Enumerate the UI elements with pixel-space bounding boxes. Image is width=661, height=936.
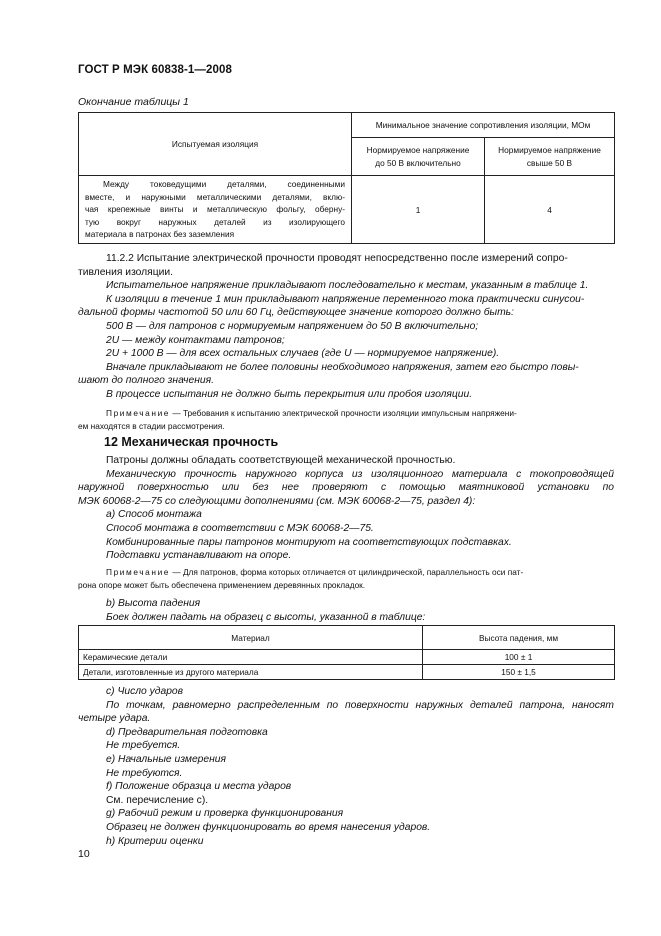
s2-line3: МЭК 60068-2—75 со следующими дополнениями (см. МЭК 60068-2—75, раздел 4): bbox=[78, 495, 476, 507]
voltage-item-2u-1000: 2U + 1000 В — для всех остальных случаев (где U — нормируемое напряжение). bbox=[106, 348, 500, 360]
item-h-title: h) Критерии оценки bbox=[106, 835, 204, 847]
item-b-title: b) Высота падения bbox=[106, 598, 201, 609]
document-header: ГОСТ Р МЭК 60838-1—2008 bbox=[78, 64, 232, 76]
note-text-line1: — Требования к испытанию электрической прочности изоляции импульсным напряжени- bbox=[170, 408, 517, 418]
p3-line1: К изоляции в течение 1 мин прикладывают напряжение переменного тока практически синусои- bbox=[106, 293, 585, 305]
s2-line1: Механическую прочность наружного корпуса из изоляционного материала с токопроводящей bbox=[106, 468, 614, 480]
item-g-title: g) Рабочий режим и проверка функционирования bbox=[106, 808, 344, 820]
cell-height: 100 ± 1 bbox=[423, 650, 615, 665]
row-line-2: вместе, и наружными металлическими деталями, вклю- bbox=[85, 191, 345, 202]
item-a-text3: Подставки устанавливают на опоре. bbox=[106, 550, 292, 562]
item-d-title: d) Предварительная подготовка bbox=[106, 726, 268, 738]
note-text-line2: рона опоре может быть обеспечена применением деревянных прокладок. bbox=[78, 580, 366, 590]
p7-line1: Вначале прикладывают не более половины необходимого напряжения, затем его быстро повы- bbox=[106, 361, 579, 373]
table-caption: Окончание таблицы 1 bbox=[78, 96, 189, 108]
drop-height-table bbox=[78, 625, 615, 680]
header-low-voltage-line1: Нормируемое напряжение bbox=[366, 144, 470, 155]
p7-line2: шают до полного значения. bbox=[78, 375, 214, 387]
cell-material: Керамические детали bbox=[79, 650, 423, 665]
insulation-resistance-table bbox=[78, 112, 615, 244]
note-text-line1: — Для патронов, форма которых отличается от цилиндрической, параллельность оси пат- bbox=[170, 567, 524, 577]
item-a-text1: Способ монтажа в соответствии с МЭК 60068-2—75. bbox=[106, 523, 374, 534]
item-b-text: Боек должен падать на образец с высоты, указанной в таблице: bbox=[106, 611, 426, 623]
note-impulse-voltage bbox=[78, 407, 614, 420]
item-c-text-line2: четыре удара. bbox=[78, 713, 151, 725]
paragraph-11-2-2 bbox=[78, 252, 614, 266]
row-line-1: Между токоведущими деталями, соединенными bbox=[103, 179, 345, 190]
note-label: Примечание bbox=[106, 567, 171, 577]
note-label: Примечание bbox=[106, 408, 171, 418]
cell-height: 150 ± 1,5 bbox=[423, 665, 615, 680]
item-c-title: c) Число ударов bbox=[106, 686, 184, 697]
row-line-5: материала в патронах без заземления bbox=[85, 229, 235, 240]
header-insulation: Испытуемая изоляция bbox=[79, 113, 352, 176]
note-text-line2: ем находятся в стадии рассмотрения. bbox=[78, 421, 225, 431]
header-height: Высота падения, мм bbox=[423, 626, 615, 650]
s2-line2: наружной поверхностью или без нее проверяют с помощью маятниковой установки по bbox=[78, 482, 614, 494]
item-f-text: См. перечисление с). bbox=[106, 794, 209, 806]
item-c-text-line1: По точкам, равномерно распределенным по поверхности наружных деталей патрона, наносят bbox=[106, 699, 614, 711]
paragraph-mechanical-strength: Патроны должны обладать соответствующей механической прочностью. bbox=[106, 455, 456, 466]
header-material: Материал bbox=[79, 626, 423, 650]
p3-line2: дальной формы частотой 50 или 60 Гц, действующее значение которого должно быть: bbox=[78, 307, 514, 319]
section-title: 12 Механическая прочность bbox=[104, 435, 279, 449]
voltage-item-500: 500 В — для патронов с нормируемым напряжением до 50 В включительно; bbox=[106, 321, 479, 332]
header-low-voltage bbox=[352, 138, 485, 176]
table-row bbox=[79, 665, 615, 680]
paragraph-no-breakdown: В процессе испытания не должно быть перекрытия или пробоя изоляции. bbox=[106, 389, 473, 400]
header-high-voltage-line1: Нормируемое напряжение bbox=[498, 144, 601, 155]
item-a-text2: Комбинированные пары патронов монтируют на соответствующих подставках. bbox=[106, 536, 512, 548]
header-high-voltage-line2: свыше 50 В bbox=[526, 157, 573, 168]
page-number: 10 bbox=[78, 848, 90, 860]
row-line-4: тую вокруг наружных деталей из изолирующего bbox=[85, 216, 345, 227]
item-d-text: Не требуется. bbox=[106, 740, 181, 752]
header-high-voltage bbox=[485, 138, 615, 176]
item-g-text: Образец не должен функционировать во время нанесения ударов. bbox=[106, 822, 431, 833]
cell-material: Детали, изготовленные из другого материала bbox=[79, 665, 423, 680]
item-e-title: e) Начальные измерения bbox=[106, 754, 227, 765]
item-a-title: a) Способ монтажа bbox=[106, 509, 202, 521]
item-e-text: Не требуются. bbox=[106, 767, 183, 779]
table-cell-high: 4 bbox=[485, 176, 615, 244]
table-row-insulation bbox=[79, 176, 352, 244]
header-low-voltage-line2: до 50 В включительно bbox=[375, 157, 461, 168]
header-resistance: Минимальное значение сопротивления изоляции, МОм bbox=[352, 113, 615, 138]
voltage-item-2u: 2U — между контактами патронов; bbox=[106, 334, 285, 346]
p1-line2: тивления изоляции. bbox=[78, 266, 174, 278]
p1-line1: 11.2.2 Испытание электрической прочности проводят непосредственно после измерений сопро- bbox=[106, 253, 568, 264]
table-cell-low: 1 bbox=[352, 176, 485, 244]
note-mounting bbox=[78, 566, 614, 579]
table-row bbox=[79, 650, 615, 665]
paragraph-test-voltage: Испытательное напряжение прикладывают последовательно к местам, указанным в таблице 1. bbox=[106, 280, 589, 292]
row-line-3: чая крепежные винты и металлическую фольгу, оберну- bbox=[85, 204, 345, 215]
item-f-title: f) Положение образца и места ударов bbox=[106, 781, 292, 793]
